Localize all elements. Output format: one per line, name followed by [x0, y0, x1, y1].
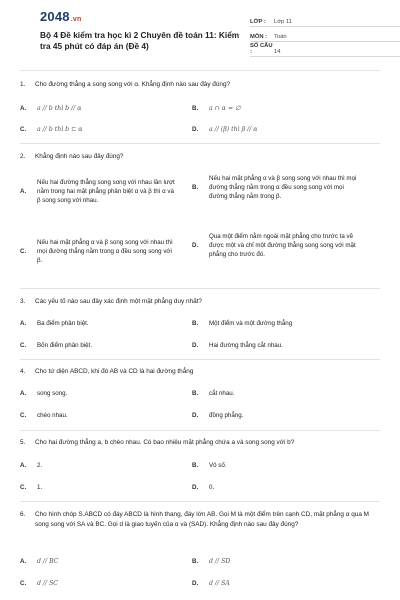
option-b[interactable]: B. cắt nhau.: [192, 390, 235, 397]
question-number: 3.: [20, 298, 26, 305]
question-text: Cho đường thẳng a song song với α. Khẳng định nào sau đây đúng?: [35, 81, 231, 88]
question-number: 1.: [20, 81, 26, 88]
exam-info-box: [250, 14, 400, 59]
option-d[interactable]: D. đồng phẳng.: [192, 412, 244, 419]
info-row-question-count: [250, 44, 400, 57]
question-number: 2.: [20, 153, 26, 160]
option-b[interactable]: B. Một điểm và một đường thẳng: [192, 320, 293, 327]
option-a[interactable]: A. a // b thì b // α: [20, 105, 82, 112]
info-row-class: [250, 14, 400, 27]
info-value: Toán: [274, 34, 287, 40]
question-1: [20, 80, 380, 90]
option-d[interactable]: D. a // (β) thì β // α: [192, 126, 258, 133]
divider: [20, 430, 380, 431]
question-text: Cho hai đường thẳng a, b chéo nhau. Có bao nhiêu mặt phẳng chứa a và song song với b?: [35, 439, 295, 446]
option-d[interactable]: D. Hai đường thẳng cắt nhau.: [192, 342, 283, 349]
question-6: [20, 510, 380, 530]
option-c[interactable]: C. Bốn điểm phân biệt.: [20, 342, 93, 349]
divider: [20, 359, 380, 360]
option-a[interactable]: A. d // BC: [20, 558, 59, 565]
question-text: Cho tứ diện ABCD, khi đó AB và CD là hai đường thẳng: [35, 368, 194, 375]
option-c[interactable]: C. a // b thì b ⊂ α: [20, 126, 83, 133]
divider: [20, 70, 380, 71]
option-d[interactable]: D. Qua một điểm nằm ngoài mặt phẳng cho trước ta vẽ được một và chỉ một đường thẳng song song với mặt phẳng cho trước đó.: [192, 233, 356, 258]
info-label: LỚP :: [250, 19, 266, 25]
option-a[interactable]: A. Nếu hai đường thẳng song song với nhau lần lượt nằm trong hai mặt phẳng phân biệt α và β thì α và β song song với nhau.: [20, 179, 175, 204]
question-3: [20, 297, 380, 307]
info-value: Lớp 11: [274, 19, 292, 25]
info-label: SỐ CÂU :: [250, 43, 273, 55]
question-number: 4.: [20, 368, 26, 375]
option-c[interactable]: C. chéo nhau.: [20, 412, 68, 419]
document-title: Bộ 4 Đề kiểm tra học kì 2 Chuyên đề toán 11: Kiểm tra 45 phút có đáp án (Đề 4): [40, 30, 240, 51]
option-a[interactable]: A. 2.: [20, 462, 43, 469]
divider: [20, 501, 380, 502]
question-2: [20, 152, 380, 162]
info-label: MÔN :: [250, 34, 268, 40]
option-b[interactable]: B. d // SD: [192, 558, 231, 565]
info-row-subject: [250, 29, 400, 42]
question-text: Khẳng định nào sau đây đúng?: [35, 153, 124, 160]
page-header: [20, 0, 380, 66]
question-number: 5.: [20, 439, 26, 446]
site-logo[interactable]: 2048.vn: [40, 9, 82, 24]
question-text: Các yếu tố nào sau đây xác định một mặt phẳng duy nhất?: [35, 298, 202, 305]
divider: [20, 143, 380, 144]
option-b[interactable]: B. a ∩ α = ∅: [192, 105, 241, 112]
option-a[interactable]: A. song song.: [20, 390, 68, 397]
divider: [20, 288, 380, 289]
option-d[interactable]: D. d // SA: [192, 580, 230, 587]
question-5: [20, 438, 380, 448]
question-4: [20, 367, 380, 377]
option-c[interactable]: C. Nếu hai mặt phẳng α và β song song với nhau thì mọi đường thẳng nằm trong α đều song song với β.: [20, 239, 173, 264]
info-value: 14: [274, 49, 281, 55]
option-b[interactable]: B. Nếu hai mặt phẳng α và β song song với nhau thì mọi đường thẳng nằm trong α đều song song với mọi đường thẳng nằm trong β.: [192, 175, 357, 200]
option-c[interactable]: C. 1.: [20, 484, 43, 491]
question-text: Cho hình chóp S.ABCD có đáy ABCD là hình thang, đáy lớn AB. Gọi M là một điểm trên cạnh CD, mặt phẳng α qua M song song với SA và BC. Gọi d là giao tuyến của α và (SAD). Khẳng định nào sau đây đúng?: [35, 511, 369, 528]
option-b[interactable]: B. Vô số.: [192, 462, 227, 469]
option-d[interactable]: D. 0.: [192, 484, 215, 491]
option-a[interactable]: A. Ba điểm phân biệt.: [20, 320, 89, 327]
option-c[interactable]: C. d // SC: [20, 580, 59, 587]
question-number: 6.: [20, 511, 26, 518]
